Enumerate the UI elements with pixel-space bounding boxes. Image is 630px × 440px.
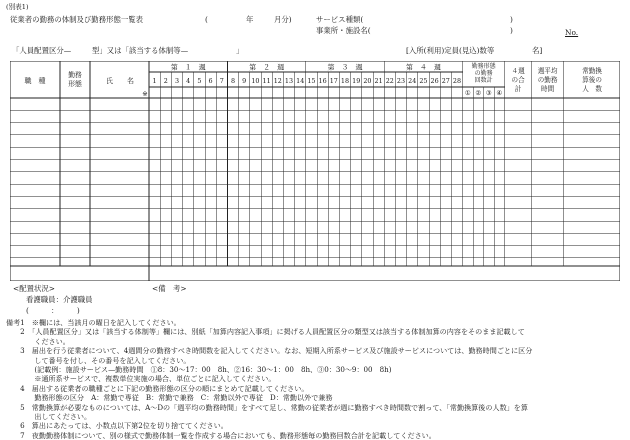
col-weekly-hours: 時間: [541, 85, 555, 93]
day-number: 17: [329, 77, 338, 85]
col-total-hours: の合: [511, 76, 525, 84]
pattern-number: ③: [485, 89, 492, 97]
day-number: 1: [152, 77, 157, 85]
form-title: 従業者の勤務の体制及び勤務形態一覧表: [10, 15, 144, 24]
day-number: 7: [219, 77, 224, 85]
day-number: 22: [385, 77, 394, 85]
day-number: 12: [273, 77, 282, 85]
col-fte: 人 数: [582, 85, 602, 93]
note-line: 2 「人員配置区分」又は「該当する体制等」欄には、別紙「加算内容記入事項」に掲げる人員配置区分の類型又は該当する体制加算の内容をそのまま記載して: [6, 327, 525, 337]
note-line: 7 夜勤勤務体制について、別の様式で勤務体制一覧を作成する場合においても、勤務形態毎の勤務回数合計を記載してください。: [6, 430, 436, 440]
day-number: 18: [340, 77, 350, 85]
day-number: 23: [396, 77, 406, 85]
col-pattern-count: の勤務: [474, 70, 493, 77]
day-number: 25: [419, 77, 428, 85]
day-number: 2: [163, 77, 168, 85]
capacity-unit: 名]: [532, 46, 543, 55]
staffing-type-label: 型」又は「該当する体制等—: [92, 46, 189, 55]
day-number: 26: [430, 77, 439, 85]
service-type-close: ): [510, 15, 513, 24]
weekday-marker: ※: [142, 90, 148, 98]
day-number: 9: [242, 77, 247, 85]
staffing-category-label: 「人員配置区分—: [12, 46, 72, 55]
day-number: 11: [262, 77, 271, 85]
placement-ratio-label: 看護職員：介護職員: [26, 295, 93, 304]
day-number: 14: [296, 77, 305, 85]
day-number: 24: [408, 77, 417, 85]
day-number: 5: [197, 77, 202, 85]
day-number: 6: [208, 77, 213, 85]
facility-name-label: 事業所・施設名(: [316, 26, 371, 35]
schedule-table: [10, 61, 620, 281]
period-open: (: [205, 15, 208, 24]
note-line: ※通所系サービスで、複数単位実施の場合、単位ごとに記入してください。: [6, 374, 276, 384]
col-work-form: 形態: [68, 80, 82, 88]
day-number: 28: [452, 77, 462, 85]
col-total-hours: 計: [514, 85, 522, 93]
day-number: 21: [374, 77, 383, 85]
note-line: 備考1 ※欄には、当該月の曜日を記入してください。: [6, 318, 181, 327]
note-line: 5 常勤換算が必要なものについては、A〜Dの「週平均の勤務時間」をすべて足し、常勤の従業者が週に勤務すべき時間数で割って、「常勤換算後の人数」を算: [6, 402, 528, 412]
col-weekly-hours: 週平均: [537, 67, 558, 75]
placement-header: <配置状況>: [13, 284, 55, 293]
note-line: ください。: [6, 336, 70, 346]
col-name: 氏 名: [106, 77, 134, 85]
week-header: 第 ３ 週: [327, 63, 363, 72]
capacity-label: [入所(利用)定員(見込)数等: [406, 46, 495, 55]
staffing-end: 」: [236, 46, 244, 55]
week-header: 第 ４ 週: [405, 63, 441, 72]
day-number: 8: [230, 77, 236, 85]
day-number: 27: [441, 77, 450, 85]
form-number: No.: [565, 28, 579, 37]
pattern-number: ④: [496, 89, 503, 97]
note-line: 勤務形態の区分 A：常勤で専従 B：常勤で兼務 C：常勤以外で専従 D：常勤以外で兼務: [6, 393, 333, 403]
service-type-label: サービス種類(: [316, 15, 364, 24]
placement-ratio-value: ( ： ): [26, 306, 80, 315]
week-header: 第 １ 週: [170, 63, 206, 72]
note-line: 出してください。: [6, 412, 92, 421]
note-line: 4 届出する従業者の職種ごとに下記の勤務形態の区分の順にまとめて記載してください。: [6, 383, 309, 393]
day-number: 3: [174, 77, 180, 85]
day-number: 4: [186, 77, 191, 85]
day-number: 16: [318, 77, 327, 85]
note-line: 3 届出を行う従業者について、4週間分の勤務すべき時間数を記入してください。なお、短期入所系サービス及び施設サービスについては、勤務時間ごとに区分: [6, 346, 533, 356]
day-number: 15: [307, 77, 316, 85]
day-number: 10: [251, 77, 260, 85]
week-header: 第 ２ 週: [249, 63, 285, 72]
col-job-type: 職 種: [24, 77, 46, 85]
note-line: して番号を付し、その番号を記入してください。: [6, 355, 191, 365]
period-year: 年: [246, 15, 254, 24]
note-line: (記載例：施設サービス—勤務時間 ①8：30〜17：00 8h、②16：30〜1：00 8h、③0：30〜9：00 8h): [6, 365, 392, 374]
day-number: 19: [352, 77, 361, 85]
period-month: 月分): [274, 15, 292, 24]
col-work-form: 勤務: [68, 71, 82, 79]
col-pattern-count: 勤務形態: [471, 63, 496, 70]
col-weekly-hours: の勤務: [537, 76, 558, 84]
pattern-number: ①: [464, 89, 471, 97]
col-pattern-count: 回数計: [474, 77, 493, 84]
facility-name-close: ): [510, 26, 513, 35]
day-number: 20: [363, 77, 372, 85]
col-total-hours: ４週: [511, 67, 525, 75]
col-fte: 算後の: [582, 76, 602, 84]
remarks-header: <備 考>: [152, 284, 187, 293]
pattern-number: ②: [475, 89, 482, 97]
form-code: (別表1): [6, 3, 29, 11]
day-number: 13: [284, 77, 294, 85]
col-fte: 常勤換: [582, 67, 602, 75]
note-line: 6 算出にあたっては、小数点以下第2位を切り捨ててください。: [6, 421, 228, 431]
